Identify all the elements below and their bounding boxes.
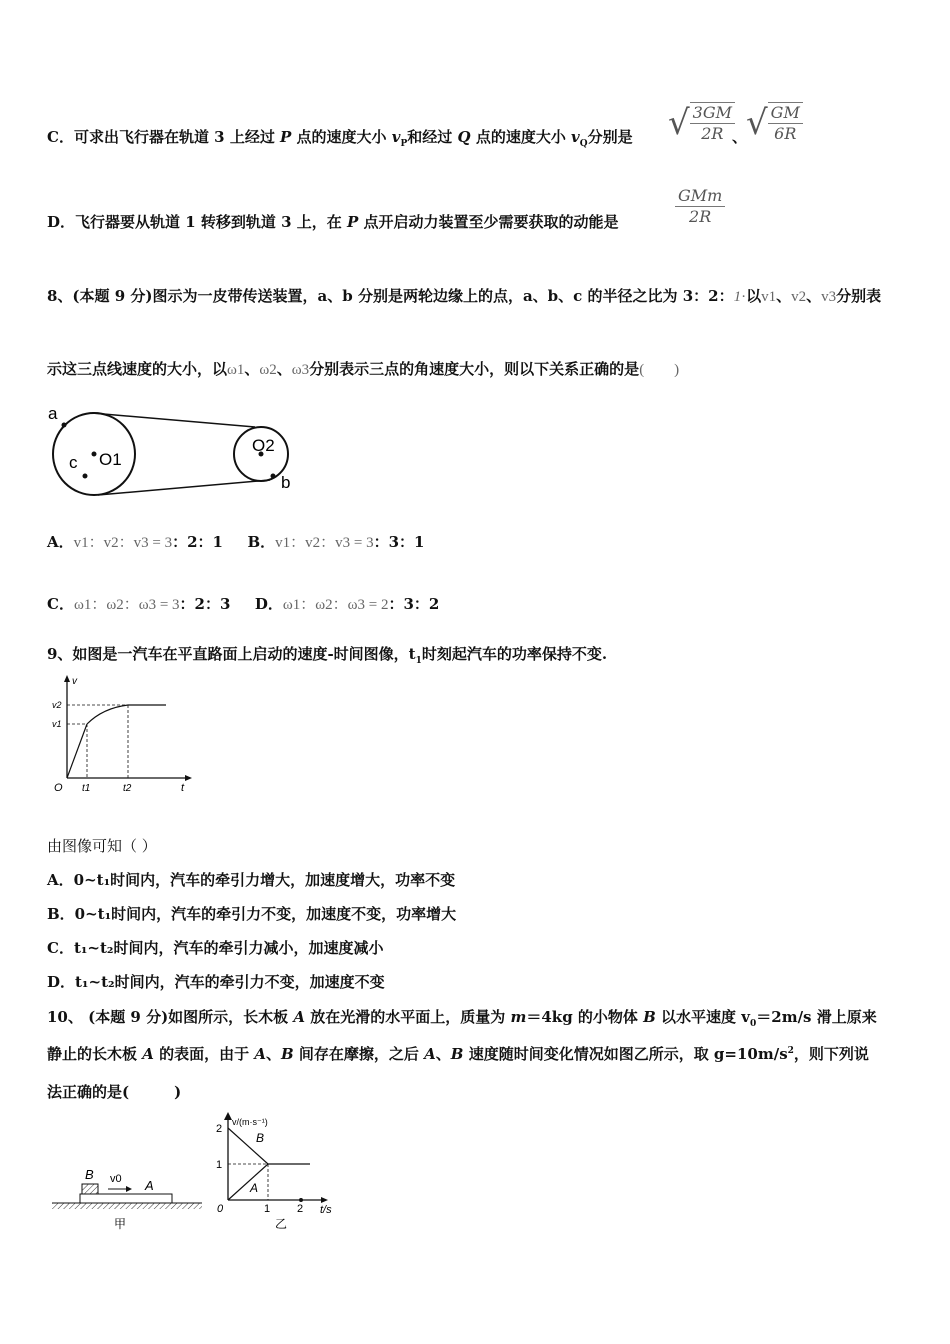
board-a (80, 1194, 172, 1203)
axis-y-arrow (224, 1112, 232, 1120)
axis-y-arrow (64, 675, 70, 682)
label-c: c (69, 453, 78, 472)
curve-segment (87, 705, 128, 724)
q9-option-d: D．t₁~t₂时间内，汽车的牵引力不变，加速度不变 (47, 973, 385, 991)
q8-options-ab (47, 531, 424, 552)
point-b (271, 474, 276, 479)
label-ylabel: v/(m·s⁻¹) (232, 1117, 268, 1127)
label-t1: t1 (82, 783, 91, 794)
q9-vt-graph (48, 672, 198, 798)
label-a: A (250, 1181, 259, 1195)
q9-ask: 由图像可知（ ） (47, 837, 157, 855)
label-t2: t2 (123, 783, 132, 794)
q8-stem-line2: 示这三点线速度的大小，以ω1、ω2、ω3分别表示三点的角速度大小，则以下关系正确的是( ) (47, 360, 680, 378)
label-x1: 1 (264, 1203, 271, 1215)
label-a: a (48, 404, 58, 423)
q7-option-d: D．飞行器要从轨道 1 转移到轨道 3 上，在 P 点开启动力装置至少需要获取的动能是 (47, 213, 619, 231)
point-a (62, 423, 67, 428)
axis-x-arrow (321, 1197, 328, 1203)
label-x2: 2 (297, 1203, 304, 1215)
q9-option-b: B．0~t₁时间内，汽车的牵引力不变，加速度不变，功率增大 (47, 905, 457, 923)
label-o2: O2 (252, 436, 275, 455)
q10-stem-line1: 10、 (本题 9 分)如图所示，长木板 A 放在光滑的水平面上，质量为 m＝4kg 的小物体 B 以水平速度 $v_0=2m/s$ 滑上原来 (47, 1008, 877, 1029)
belt-pulley-diagram (40, 400, 310, 500)
label-v: v (72, 676, 77, 687)
q10-stem-line2: 静止的长木板 A 的表面，由于 A、B 间存在摩擦，之后 A、B 速度随时间变化情况如图乙所示，取 $g=10m/s^2$，则下列说 (47, 1045, 869, 1063)
q10-figure-yi (212, 1110, 352, 1234)
q8-stem-line1: 8、(本题 9 分)图示为一皮带传送装置，a、b 分别是两轮边缘上的点，a、b、c 的半径之比为 3：2：1·以v1、v2、v3分别表 (47, 287, 882, 305)
label-b: B (256, 1131, 265, 1145)
q9-option-c: C．t₁~t₂时间内，汽车的牵引力减小，加速度减小 (47, 939, 384, 957)
label-v2: v2 (52, 700, 62, 710)
label-b: b (281, 473, 291, 492)
label-y2: 2 (216, 1123, 223, 1135)
velocity-arrowhead (126, 1186, 132, 1192)
q8-option-c: C．ω1：ω2：ω3 = 3：2：3 (47, 595, 231, 613)
q9-option-a: A．0~t₁时间内，汽车的牵引力增大，加速度增大，功率不变 (47, 871, 456, 889)
q7-option-c: C．可求出飞行器在轨道 3 上经过 P 点的速度大小 $v_P$和经过 Q 点的速度大小 $v_Q$分别是 (47, 128, 633, 149)
q7-c-separator: 、 (732, 128, 748, 146)
q8-option-b: B．v1：v2：v3 = 3：3：1 (247, 533, 425, 551)
label-y1: 1 (216, 1159, 223, 1171)
caption-jia: 甲 (114, 1217, 127, 1231)
q7-c-formula-2: √ $\frac{GM}{6R}$ (746, 102, 803, 144)
q9-stem: 9、如图是一汽车在平直路面上启动的速度-时间图像，$t_1$时刻起汽车的功率保持不变. (47, 645, 608, 666)
q8-options-cd (47, 593, 439, 614)
point-c (83, 474, 88, 479)
label-v1: v1 (52, 719, 62, 729)
label-xlabel: t/s (320, 1204, 332, 1216)
caption-yi: 乙 (275, 1217, 288, 1231)
q7-d-formula: $\frac{\text{GMm}}{2R}$ (675, 186, 725, 227)
label-a: A (145, 1178, 154, 1193)
center-o1 (92, 452, 97, 457)
label-v0: v0 (110, 1173, 122, 1185)
ground (52, 1203, 202, 1209)
q10-stem-line3: 法正确的是( ) (47, 1083, 182, 1101)
q7-c-formula-1: √ $\frac{3GM}{2R}$ (668, 102, 735, 144)
q10-figure-jia (50, 1160, 210, 1235)
q8-option-a: A．v1：v2：v3 = 3：2：1 (47, 533, 223, 551)
ramp-segment (67, 724, 87, 778)
label-o1: O1 (99, 450, 122, 469)
label-b: B (85, 1167, 94, 1182)
tick-x2 (299, 1198, 303, 1202)
block-b (82, 1184, 98, 1194)
label-origin: 0 (217, 1203, 224, 1215)
axis-x-arrow (185, 775, 192, 781)
label-origin: O (54, 782, 63, 794)
q8-option-d: D．ω1：ω2：ω3 = 2：3：2 (254, 595, 440, 613)
line-a (228, 1164, 268, 1200)
label-t: t (181, 782, 185, 794)
